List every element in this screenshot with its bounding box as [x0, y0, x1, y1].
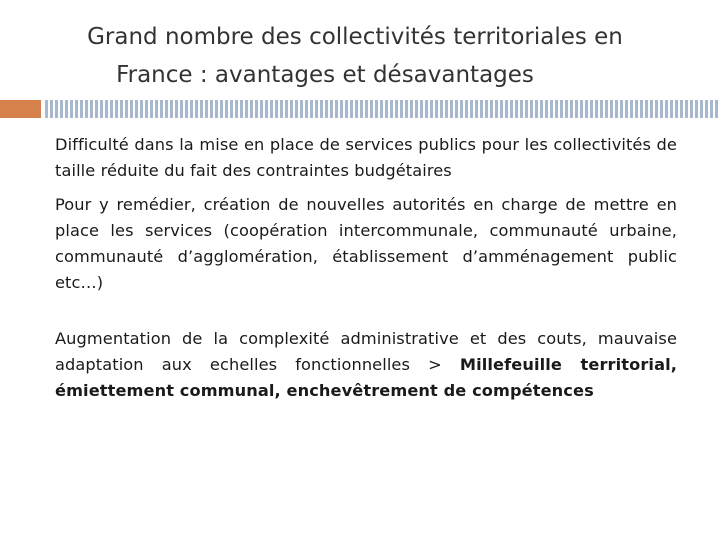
slide-title-line-2: France : avantages et désavantages — [116, 62, 534, 88]
divider-accent-block — [0, 100, 41, 118]
paragraph-complexity — [55, 326, 677, 404]
paragraph-complexity-text: Augmentation de la complexité administrative et des couts, mauvaise adaptation aux echelles fonctionnelles > — [55, 329, 677, 374]
slide-title — [0, 18, 720, 94]
divider-striped-bar — [45, 100, 720, 118]
paragraph-new-authorities: Pour y remédier, création de nouvelles autorités en charge de mettre en place les services (coopération intercommunale, communauté urbaine, communauté d’agglomération, établissement d’amménagement public etc…) — [55, 195, 677, 292]
slide-body — [55, 132, 677, 404]
paragraph-complexity-emphasis: Millefeuille territorial, émiettement communal, enchevêtrement de compétences — [55, 355, 677, 400]
slide-title-line-1: Grand nombre des collectivités territoriales en — [87, 24, 623, 50]
title-divider — [0, 100, 720, 118]
paragraph-budget-constraints: Difficulté dans la mise en place de services publics pour les collectivités de taille réduite du fait des contraintes budgétaires — [55, 135, 677, 180]
